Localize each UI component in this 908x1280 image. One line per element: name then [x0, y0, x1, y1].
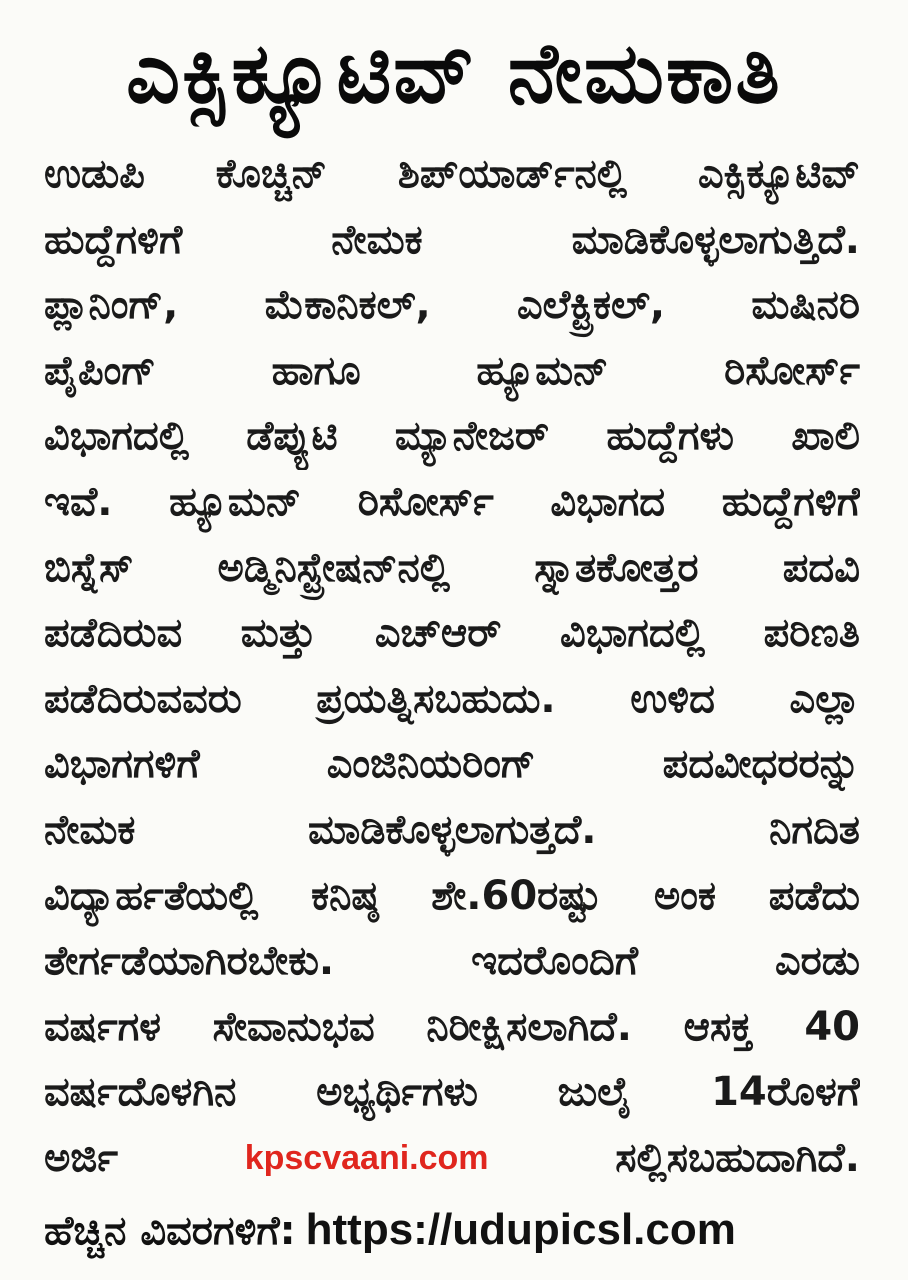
body-line: ಪೈಪಿಂಗ್ ಹಾಗೂ ಹ್ಯೂಮನ್ ರಿಸೋರ್ಸ್	[44, 347, 860, 394]
body-line: ಉಡುಪಿ ಕೊಚ್ಚಿನ್ ಶಿಪ್‌ಯಾರ್ಡ್‌ನಲ್ಲಿ ಎಕ್ಸಿಕ್ಯೂಟಿವ್	[44, 151, 860, 197]
last-line-end: ಸಲ್ಲಿಸಬಹುದಾಗಿದೆ.	[615, 1134, 860, 1181]
body-line: ತೇರ್ಗಡೆಯಾಗಿರಬೇಕು. ಇದರೊಂದಿಗೆ ಎರಡು	[44, 938, 860, 985]
body-line: ಬಿಸ್ನೆಸ್ ಅಡ್ಮಿನಿಸ್ಟ್ರೇಷನ್‌ನಲ್ಲಿ ಸ್ನಾತಕೋತ್ತರ ಪದವಿ	[44, 544, 860, 591]
body-line: ವರ್ಷಗಳ ಸೇವಾನುಭವ ನಿರೀಕ್ಷಿಸಲಾಗಿದೆ. ಆಸಕ್ತ 40	[44, 1003, 860, 1050]
footer-url: https://udupicsl.com	[305, 1205, 736, 1254]
body-line: ಪ್ಲಾನಿಂಗ್, ಮೆಕಾನಿಕಲ್, ಎಲೆಕ್ಟ್ರಿಕಲ್, ಮಷಿನರಿ	[44, 282, 860, 329]
last-line-start: ಅರ್ಜಿ	[44, 1134, 118, 1181]
footer-details	[44, 1198, 860, 1262]
body-line: ಪಡೆದಿರುವ ಮತ್ತು ಎಚ್‌ಆರ್ ವಿಭಾಗದಲ್ಲಿ ಪರಿಣತಿ	[44, 610, 860, 657]
body-line: ವಿಭಾಗದಲ್ಲಿ ಡೆಪ್ಯುಟಿ ಮ್ಯಾನೇಜರ್ ಹುದ್ದೆಗಳು ಖಾಲಿ	[44, 413, 860, 460]
footer-label: ಹೆಚ್ಚಿನ ವಿವರಗಳಿಗೆ:	[44, 1208, 296, 1254]
body-line: ಪಡೆದಿರುವವರು ಪ್ರಯತ್ನಿಸಬಹುದು. ಉಳಿದ ಎಲ್ಲಾ	[44, 675, 860, 722]
body-line: ಹುದ್ದೆಗಳಿಗೆ ನೇಮಕ ಮಾಡಿಕೊಳ್ಳಲಾಗುತ್ತಿದೆ.	[44, 216, 860, 263]
body-line: ವಿದ್ಯಾರ್ಹತೆಯಲ್ಲಿ ಕನಿಷ್ಠ ಶೇ.60ರಷ್ಟು ಅಂಕ ಪಡೆದು	[44, 872, 860, 919]
body-line-last	[44, 1126, 860, 1192]
body-line: ಇವೆ. ಹ್ಯೂಮನ್ ರಿಸೋರ್ಸ್ ವಿಭಾಗದ ಹುದ್ದೆಗಳಿಗೆ	[44, 478, 860, 525]
watermark-text: kpscvaani.com	[244, 1138, 489, 1177]
body-line: ನೇಮಕ ಮಾಡಿಕೊಳ್ಳಲಾಗುತ್ತದೆ. ನಿಗದಿತ	[44, 806, 860, 853]
article-body	[44, 142, 860, 1192]
headline: ಎಕ್ಸಿಕ್ಯೂಟಿವ್ ನೇಮಕಾತಿ	[126, 24, 782, 122]
body-line: ವರ್ಷದೊಳಗಿನ ಅಭ್ಯರ್ಥಿಗಳು ಜುಲೈ 14ರೊಳಗೆ	[44, 1069, 860, 1116]
body-line: ವಿಭಾಗಗಳಿಗೆ ಎಂಜಿನಿಯರಿಂಗ್ ಪದವೀಧರರನ್ನು	[44, 741, 860, 788]
